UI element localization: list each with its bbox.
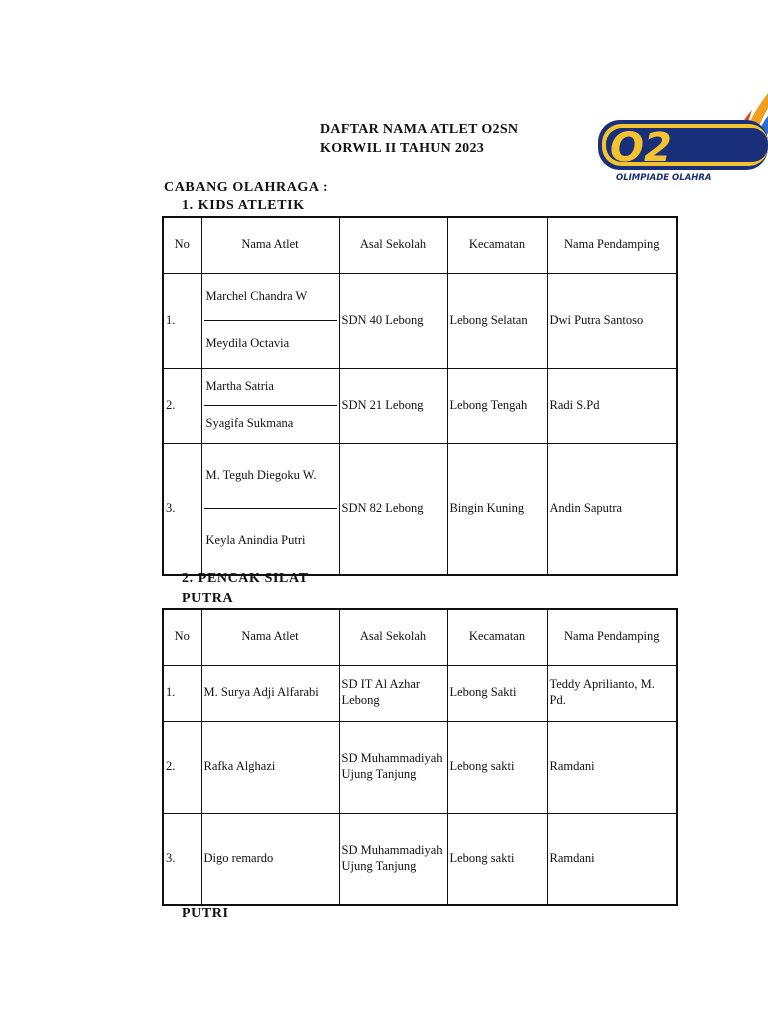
athlete-name: Syagifa Sukmana xyxy=(205,416,294,431)
table-row xyxy=(163,665,677,721)
school-cell: SDN 82 Lebong xyxy=(339,443,447,575)
header-athlete: Nama Atlet xyxy=(201,217,339,273)
companion-cell: Dwi Putra Santoso xyxy=(547,273,677,368)
table-row xyxy=(163,813,677,905)
header-companion: Nama Pendamping xyxy=(547,609,677,665)
district-cell: Lebong sakti xyxy=(447,721,547,813)
district-cell: Lebong Selatan xyxy=(447,273,547,368)
kids-heading: 1. KIDS ATLETIK xyxy=(182,198,305,213)
athlete-name: M. Teguh Diegoku W. xyxy=(204,444,337,510)
district-cell: Lebong sakti xyxy=(447,813,547,905)
athlete-cell xyxy=(201,443,339,575)
doc-title-line1: DAFTAR NAMA ATLET O2SN xyxy=(320,122,519,137)
district-cell: Bingin Kuning xyxy=(447,443,547,575)
row-no: 3. xyxy=(163,813,201,905)
district-cell: Lebong Sakti xyxy=(447,665,547,721)
district-cell: Lebong Tengah xyxy=(447,368,547,443)
pencak-silat-putra-table xyxy=(162,608,678,906)
header-district: Kecamatan xyxy=(447,217,547,273)
school-cell: SDN 21 Lebong xyxy=(339,368,447,443)
kids-athletics-table xyxy=(162,216,678,576)
header-companion: Nama Pendamping xyxy=(547,217,677,273)
silat-putra-heading: PUTRA xyxy=(182,591,234,606)
athlete-cell: Digo remardo xyxy=(201,813,339,905)
athlete-name: Martha Satria xyxy=(204,369,337,407)
athlete-cell xyxy=(201,368,339,443)
athlete-name: Marchel Chandra W xyxy=(204,274,337,322)
header-athlete: Nama Atlet xyxy=(201,609,339,665)
silat-heading: 2. PENCAK SILAT xyxy=(182,571,309,586)
table-row xyxy=(163,273,677,368)
logo-text: O2 xyxy=(610,125,672,171)
companion-cell: Andin Saputra xyxy=(547,443,677,575)
companion-cell: Ramdani xyxy=(547,813,677,905)
athlete-cell: Rafka Alghazi xyxy=(201,721,339,813)
o2sn-logo-graphic xyxy=(592,88,768,184)
companion-cell: Teddy Aprilianto, M. Pd. xyxy=(547,665,677,721)
table-row xyxy=(163,443,677,575)
table-header-row xyxy=(163,217,677,273)
header-school: Asal Sekolah xyxy=(339,609,447,665)
logo-caption: OLIMPIADE OLAHRA xyxy=(616,173,712,183)
table-row xyxy=(163,721,677,813)
silat-putri-heading: PUTRI xyxy=(182,906,229,921)
row-no: 1. xyxy=(163,665,201,721)
table-header-row xyxy=(163,609,677,665)
school-cell: SD Muhammadiyah Ujung Tanjung xyxy=(339,721,447,813)
row-no: 3. xyxy=(163,443,201,575)
athlete-cell xyxy=(201,273,339,368)
athlete-name: Keyla Anindia Putri xyxy=(205,533,306,548)
row-no: 2. xyxy=(163,368,201,443)
o2sn-logo xyxy=(592,88,768,184)
row-no: 2. xyxy=(163,721,201,813)
header-school: Asal Sekolah xyxy=(339,217,447,273)
table-row xyxy=(163,368,677,443)
athlete-cell: M. Surya Adji Alfarabi xyxy=(201,665,339,721)
athlete-name: Meydila Octavia xyxy=(205,336,290,351)
school-cell: SD Muhammadiyah Ujung Tanjung xyxy=(339,813,447,905)
header-no: No xyxy=(163,217,201,273)
companion-cell: Radi S.Pd xyxy=(547,368,677,443)
row-no: 1. xyxy=(163,273,201,368)
section-label: CABANG OLAHRAGA : xyxy=(164,180,329,195)
school-cell: SD IT Al Azhar Lebong xyxy=(339,665,447,721)
header-district: Kecamatan xyxy=(447,609,547,665)
companion-cell: Ramdani xyxy=(547,721,677,813)
header-no: No xyxy=(163,609,201,665)
school-cell: SDN 40 Lebong xyxy=(339,273,447,368)
doc-title-line2: KORWIL II TAHUN 2023 xyxy=(320,141,485,156)
